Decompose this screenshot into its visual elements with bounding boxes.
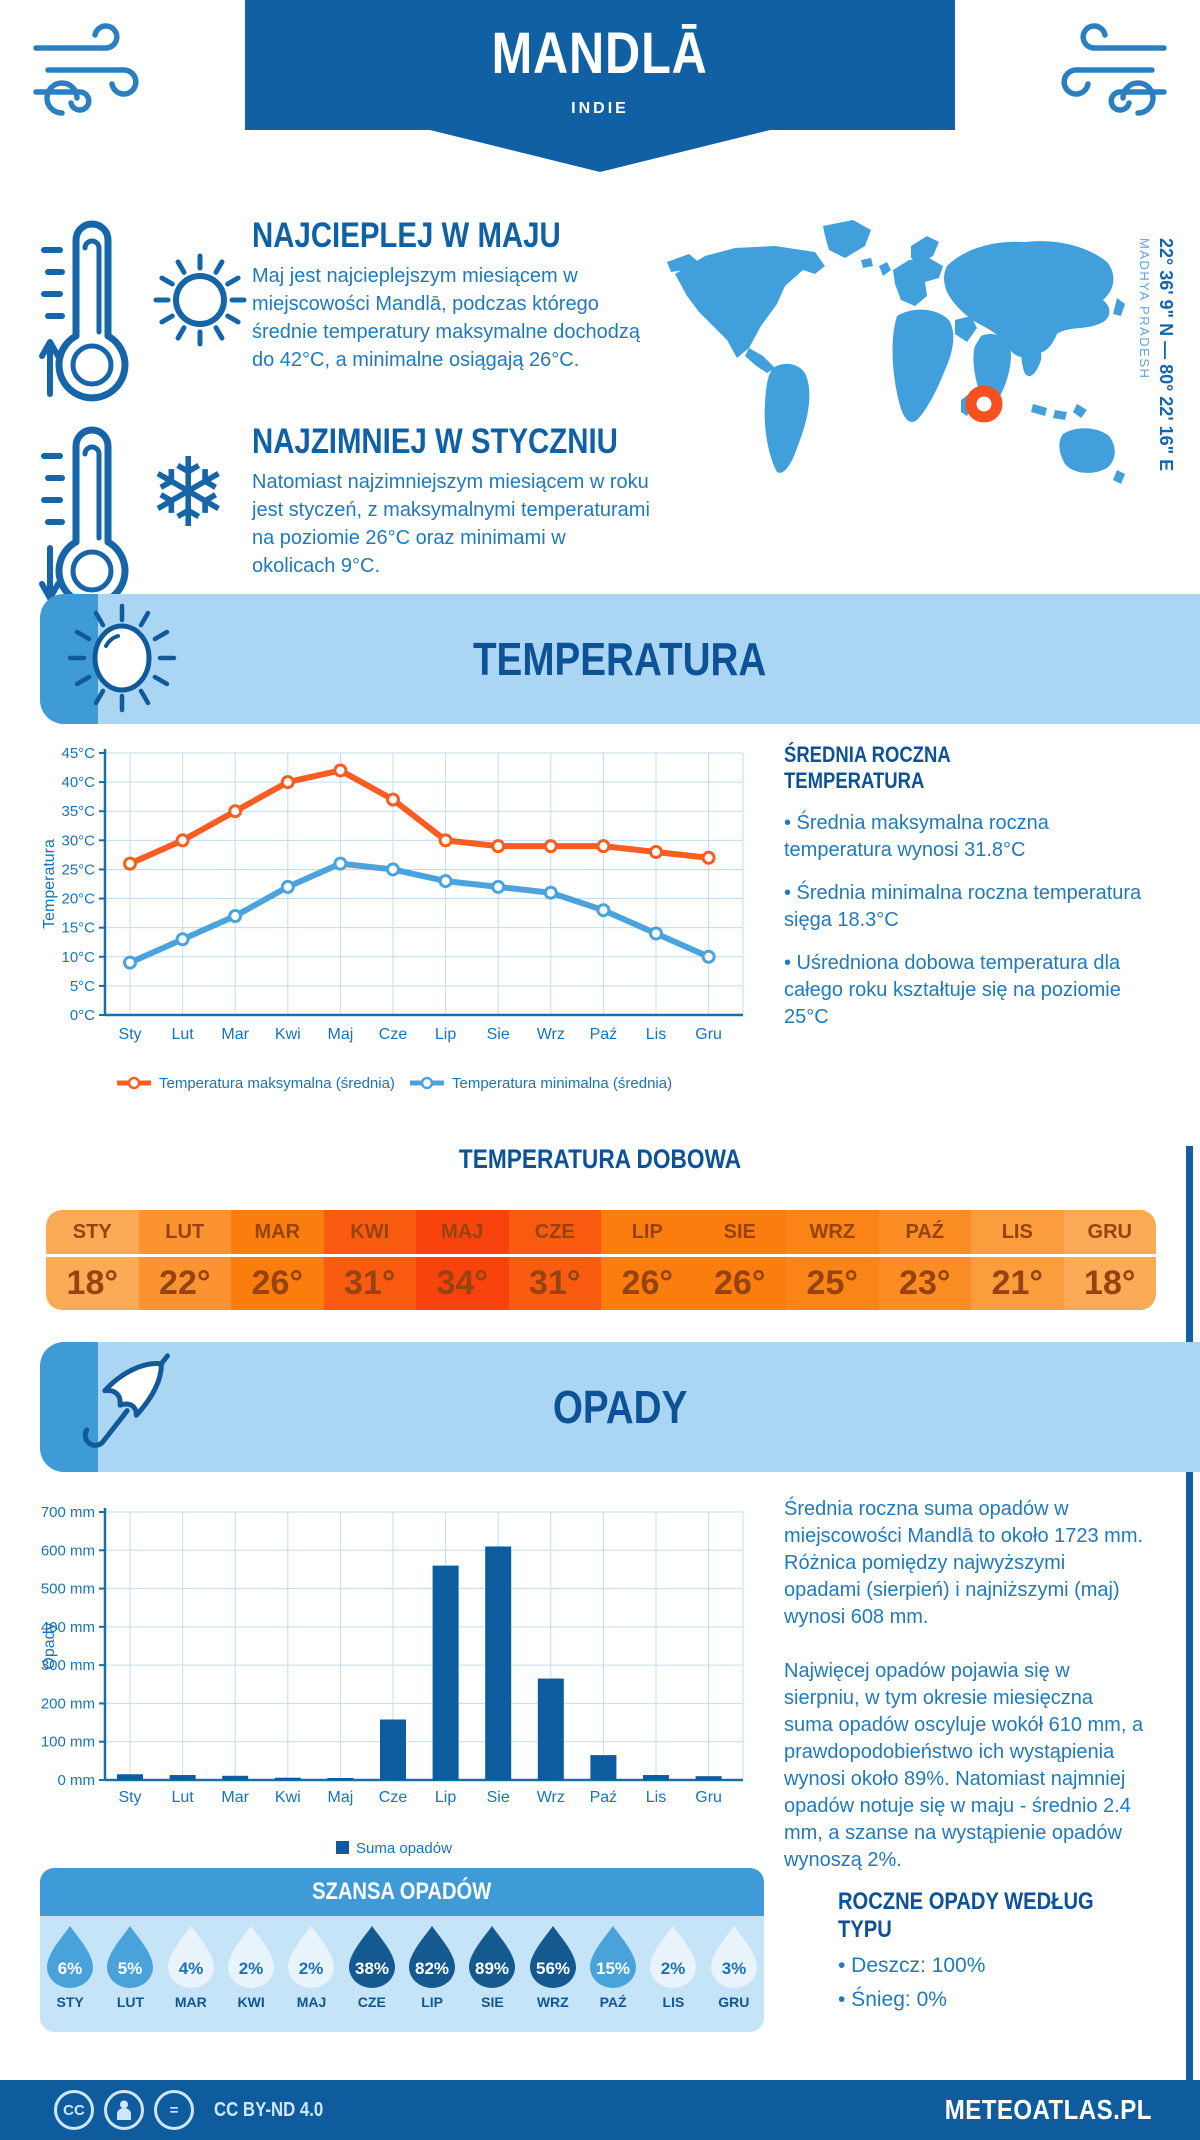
annual-temp-bullet: • Średnia minimalna roczna temperatura sięga 18.3°C — [784, 882, 1142, 931]
daily-temp-cell — [694, 1210, 787, 1310]
droplet-icon — [228, 1925, 274, 1989]
precipitation-paragraph: Najwięcej opadów pojawia się w sierpniu, w tym okresie miesięczna suma opadów oscyluje wokół 610 mm, a prawdopodobieństwo ich wystąpienia wynosi około 89%. Natomiast najmniej opadów notuje się w maju - średnio 2.4 mm, a szanse na wystąpienie opadów wynoszą 2%. — [784, 1660, 1144, 1871]
svg-text:Mar: Mar — [221, 1026, 249, 1043]
precipitation-paragraph: Średnia roczna suma opadów w miejscowości Mandlā to około 1723 mm. Różnica pomiędzy najwyższymi opadami (sierpień) i najniższymi (maj) wynosi 608 mm. — [784, 1498, 1144, 1628]
daily-temp-month: LIP — [601, 1210, 694, 1257]
svg-text:30°C: 30°C — [61, 832, 95, 850]
droplet-icon — [711, 1925, 757, 1989]
rain-chance-item — [281, 1925, 341, 2032]
annual-temp-bullet: • Średnia maksymalna roczna temperatura wynosi 31.8°C — [784, 812, 1049, 861]
svg-text:56%: 56% — [535, 1959, 570, 1978]
droplet-icon — [107, 1925, 153, 1989]
rain-chance-month: GRU — [718, 1994, 750, 2010]
rain-chance-item — [583, 1925, 643, 2032]
svg-text:38%: 38% — [354, 1959, 389, 1978]
rain-chance-item — [161, 1925, 221, 2032]
svg-text:45°C: 45°C — [61, 745, 95, 762]
svg-text:Sty: Sty — [118, 1789, 142, 1806]
daily-temp-month: LUT — [139, 1210, 232, 1257]
daily-temp-value: 22° — [159, 1264, 211, 1302]
svg-text:Sie: Sie — [486, 1026, 510, 1043]
svg-text:2%: 2% — [661, 1959, 686, 1978]
precipitation-section-banner — [40, 1342, 1200, 1472]
daily-temp-month: MAR — [231, 1210, 324, 1257]
daily-temp-value: 26° — [621, 1264, 673, 1302]
svg-text:10°C: 10°C — [61, 948, 95, 966]
droplet-icon — [288, 1925, 334, 1989]
rain-chance-month: LIP — [421, 1994, 444, 2010]
svg-text:Temperatura: Temperatura — [41, 839, 58, 929]
svg-text:Paź: Paź — [589, 1026, 618, 1043]
svg-text:Wrz: Wrz — [536, 1026, 565, 1043]
thermometer-down-icon — [36, 420, 148, 608]
daily-temp-cell — [231, 1210, 324, 1310]
rain-chance-month: WRZ — [536, 1994, 569, 2010]
droplet-icon — [590, 1925, 636, 1989]
rain-chance-month: CZE — [357, 1994, 386, 2010]
daily-temp-month: KWI — [324, 1210, 417, 1257]
svg-text:Maj: Maj — [327, 1789, 354, 1806]
daily-temp-value: 26° — [251, 1264, 303, 1302]
rain-chance-item — [402, 1925, 462, 2032]
region-text: MADHYA PRADESH — [1137, 238, 1152, 380]
coldest-text: Natomiast najzimniejszym miesiącem w roku jest styczeń, z maksymalnymi temperaturami na poziomie 26°C oraz minimami w okolicach 9°C. — [252, 471, 650, 577]
daily-temp-cell — [786, 1210, 879, 1310]
warmest-heading: NAJCIEPLEJ W MAJU — [252, 216, 561, 255]
svg-text:100 mm: 100 mm — [40, 1733, 95, 1751]
svg-text:Kwi: Kwi — [274, 1026, 301, 1043]
svg-text:0°C: 0°C — [69, 1007, 95, 1024]
daily-temp-cell — [324, 1210, 417, 1310]
world-map — [665, 208, 1130, 492]
page-subtitle: INDIE — [571, 100, 629, 117]
daily-temp-month: SIE — [694, 1210, 787, 1257]
rain-chance-body — [40, 1916, 764, 2032]
daily-temp-month: MAJ — [416, 1210, 509, 1257]
svg-text:Kwi: Kwi — [274, 1789, 301, 1806]
precipitation-section-title: OPADY — [552, 1381, 688, 1433]
warmest-text: Maj jest najcieplejszym miesiącem w miejscowości Mandlā, podczas którego średnie temperatury maksymalne dochodzą do 42°C, a minimalne osiągają 26°C. — [252, 265, 640, 371]
daily-temp-month: GRU — [1064, 1210, 1157, 1257]
daily-temp-value: 23° — [899, 1264, 951, 1302]
license-text: CC BY-ND 4.0 — [214, 2098, 324, 2121]
droplet-icon — [650, 1925, 696, 1989]
daily-temp-value: 34° — [436, 1264, 488, 1302]
svg-text:500 mm: 500 mm — [40, 1580, 95, 1598]
svg-text:5°C: 5°C — [69, 977, 95, 995]
rain-chance-month: LUT — [116, 1994, 145, 2010]
svg-text:25°C: 25°C — [61, 861, 95, 879]
daily-temp-month: CZE — [509, 1210, 602, 1257]
daily-temp-month: STY — [46, 1210, 139, 1257]
coordinates-text: 22° 36' 9" N — 80° 22' 16" E — [1156, 238, 1176, 472]
person-icon — [104, 2090, 144, 2130]
svg-text:Temperatura maksymalna (średni: Temperatura maksymalna (średnia) — [159, 1075, 395, 1092]
svg-text:Temperatura minimalna (średnia: Temperatura minimalna (średnia) — [452, 1075, 673, 1092]
svg-text:Gru: Gru — [695, 1026, 722, 1043]
daily-temp-cell — [139, 1210, 232, 1310]
daily-temp-value: 31° — [344, 1264, 396, 1302]
svg-text:Cze: Cze — [378, 1026, 408, 1043]
annual-temperature-heading: ŚREDNIA ROCZNA TEMPERATURA — [784, 742, 950, 793]
page-title: MANDLĀ — [491, 21, 709, 86]
svg-text:Lut: Lut — [171, 1789, 194, 1806]
daily-temp-month: PAŹ — [879, 1210, 972, 1257]
sun-icon — [150, 250, 250, 350]
rain-chance-month: MAJ — [296, 1994, 327, 2010]
svg-text:Mar: Mar — [221, 1789, 249, 1806]
rain-chance-month: KWI — [237, 1994, 265, 2010]
svg-text:300 mm: 300 mm — [40, 1657, 95, 1675]
daily-temp-cell — [46, 1210, 139, 1310]
svg-text:15°C: 15°C — [61, 919, 95, 937]
daily-temp-cell — [971, 1210, 1064, 1310]
droplet-icon — [469, 1925, 515, 1989]
svg-text:15%: 15% — [596, 1959, 631, 1978]
svg-text:Lip: Lip — [434, 1026, 457, 1043]
rain-chance-title: SZANSA OPADÓW — [40, 1868, 764, 1916]
rain-chance-item — [221, 1925, 281, 2032]
svg-text:Suma opadów: Suma opadów — [356, 1840, 452, 1857]
droplet-icon — [409, 1925, 455, 1989]
temperature-section-title: TEMPERATURA — [473, 633, 767, 685]
thermometer-up-icon — [36, 214, 148, 402]
temperature-section-banner — [40, 594, 1200, 724]
daily-temp-value: 18° — [66, 1264, 118, 1302]
rain-chance-item — [523, 1925, 583, 2032]
rain-chance-item — [40, 1925, 100, 2032]
svg-text:Lis: Lis — [645, 1026, 667, 1043]
svg-text:Gru: Gru — [695, 1789, 722, 1806]
svg-text:Sie: Sie — [486, 1789, 510, 1806]
precipitation-by-type — [838, 1888, 1178, 2012]
coordinates-block — [1137, 238, 1176, 518]
svg-text:20°C: 20°C — [61, 890, 95, 908]
svg-text:Opady: Opady — [41, 1622, 58, 1670]
svg-text:Sty: Sty — [118, 1026, 142, 1043]
svg-text:Wrz: Wrz — [536, 1789, 565, 1806]
svg-text:2%: 2% — [238, 1959, 264, 1978]
daily-temp-cell — [416, 1210, 509, 1310]
daily-temp-value: 18° — [1084, 1264, 1136, 1302]
rain-chance-item — [462, 1925, 522, 2032]
daily-temp-month: LIS — [971, 1210, 1064, 1257]
svg-text:82%: 82% — [415, 1959, 450, 1978]
rain-chance-box — [40, 1868, 764, 2032]
svg-text:Cze: Cze — [378, 1789, 408, 1806]
svg-text:Lut: Lut — [171, 1026, 194, 1043]
cc-icon: CC — [54, 2090, 94, 2130]
coldest-heading: NAJZIMNIEJ W STYCZNIU — [252, 422, 618, 461]
by-type-rain: • Deszcz: 100% — [838, 1954, 986, 1977]
precipitation-chart — [30, 1490, 770, 1865]
daily-temp-cell — [1064, 1210, 1157, 1310]
wind-icon — [1042, 16, 1172, 121]
precipitation-text-panel — [784, 1496, 1144, 1874]
svg-text:6%: 6% — [57, 1959, 83, 1978]
svg-text:Lis: Lis — [645, 1789, 667, 1806]
daily-temp-cell — [879, 1210, 972, 1310]
rain-chance-item — [643, 1925, 703, 2032]
daily-temp-cell — [601, 1210, 694, 1310]
daily-temperature-heading: TEMPERATURA DOBOWA — [458, 1144, 742, 1174]
droplet-icon — [349, 1925, 395, 1989]
rain-chance-month: SIE — [481, 1994, 504, 2010]
umbrella-icon — [55, 1344, 205, 1470]
temperature-chart — [30, 735, 770, 1110]
daily-temp-value: 26° — [714, 1264, 766, 1302]
svg-text:4%: 4% — [178, 1959, 204, 1978]
equals-icon: = — [154, 2090, 194, 2130]
svg-text:400 mm: 400 mm — [40, 1618, 95, 1636]
rain-chance-month: LIS — [662, 1994, 685, 2010]
droplet-icon — [530, 1925, 576, 1989]
daily-temp-cell — [509, 1210, 602, 1310]
rain-chance-month: PAŹ — [599, 1994, 627, 2010]
rain-chance-item — [704, 1925, 764, 2032]
daily-temp-value: 31° — [529, 1264, 581, 1302]
annual-temp-bullet: • Uśredniona dobowa temperatura dla całego roku kształtuje się na poziomie 25°C — [784, 952, 1121, 1028]
footer — [0, 2080, 1200, 2140]
svg-text:600 mm: 600 mm — [40, 1542, 95, 1560]
daily-temp-value: 25° — [806, 1264, 858, 1302]
daily-temp-value: 21° — [991, 1264, 1043, 1302]
daily-temp-table — [46, 1210, 1156, 1310]
svg-text:Maj: Maj — [327, 1026, 354, 1043]
svg-text:700 mm: 700 mm — [40, 1504, 95, 1521]
daily-temp-month: WRZ — [786, 1210, 879, 1257]
by-type-heading: ROCZNE OPADY WEDŁUG TYPU — [838, 1888, 1094, 1943]
sun-banner-icon — [50, 596, 200, 722]
snowflake-icon: ❄ — [148, 440, 229, 547]
rain-chance-item — [342, 1925, 402, 2032]
right-edge-accent — [1186, 1146, 1193, 2080]
rain-chance-month: MAR — [174, 1994, 207, 2010]
droplet-icon — [47, 1925, 93, 1989]
svg-text:89%: 89% — [475, 1959, 510, 1978]
location-marker — [971, 391, 997, 417]
site-brand: METEOATLAS.PL — [944, 2094, 1152, 2125]
svg-text:3%: 3% — [721, 1959, 747, 1978]
droplet-icon — [168, 1925, 214, 1989]
svg-text:200 mm: 200 mm — [40, 1695, 95, 1713]
wind-icon — [28, 16, 158, 121]
svg-text:35°C: 35°C — [61, 803, 95, 821]
svg-text:40°C: 40°C — [61, 774, 95, 792]
rain-chance-item — [100, 1925, 160, 2032]
by-type-snow: • Śnieg: 0% — [838, 1988, 947, 2011]
svg-text:2%: 2% — [299, 1959, 324, 1978]
svg-text:0 mm: 0 mm — [57, 1772, 95, 1789]
rain-chance-month: STY — [56, 1994, 84, 2010]
svg-text:Paź: Paź — [589, 1789, 618, 1806]
svg-text:Lip: Lip — [434, 1789, 457, 1806]
annual-temperature-panel — [784, 742, 1144, 1031]
svg-text:5%: 5% — [118, 1959, 143, 1978]
